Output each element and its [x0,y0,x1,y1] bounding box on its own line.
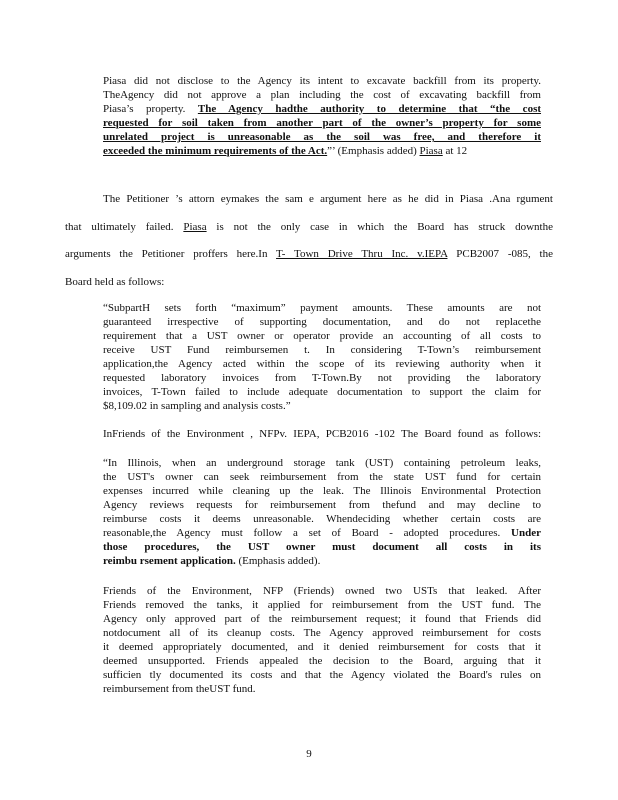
body-line: deemed unsupported. Friends appealed the decision to the Board, arguing that it [103,655,541,667]
case-citation: T- Town Drive Thru Inc. v.IEPA [276,248,448,260]
body-line: sufficien tly documented its costs and that the Agency violated the Board's rules on [103,669,541,681]
body-line: Agency only approved part of the reimbursement request; it found that Friends did [103,613,541,625]
case-citation: Piasa [419,145,443,157]
emphasis-note: (Emphasis added). [235,555,321,567]
block-quote-friends [103,456,541,568]
pin-cite: at 12 [442,145,468,157]
quote-text: Piasa’s property. [103,103,198,115]
case-citation: Piasa [183,220,207,233]
quote-line [103,102,541,116]
quote-line: guaranteed irrespective of supporting documentation, and do not replacethe [103,316,541,328]
body-line: it deemed appropriately documented, and it denied reimbursement for costs that it [103,641,541,653]
quote-line [103,540,541,554]
page-number: 9 [306,748,312,760]
quote-line [103,554,541,568]
emphasis-note: (Emphasis added) [334,145,420,157]
emphasis-text: reimbu rsement application. [103,555,236,567]
quote-line [103,130,541,144]
closing-quotes: ”’ [327,145,335,157]
quote-line: reimburse costs it deems unreasonable. Whendeciding whether certain costs are [103,513,541,525]
quote-line: “SubpartH sets forth “maximum” payment amounts. These amounts are not [103,302,541,314]
quote-line: expenses incurred while cleaning up the leak. The Illinois Environmental Protection [103,485,541,497]
body-line [65,241,553,269]
quote-line: requirement that a UST owner or operator provide an accounting of all costs to [103,330,541,342]
body-line: InFriends of the Environment , NFPv. IEPA, PCB2016 -102 The Board found as follows: [103,428,541,440]
body-line: reimbursement from theUST fund. [103,683,256,695]
quote-line: invoices, T-Town failed to include adequate documentation to support the claim for [103,386,541,398]
quote-line [103,526,541,540]
quote-line: $8,109.02 in sampling and analysis costs.” [103,400,291,412]
body-text: PCB2007 -085, the [447,248,553,260]
quote-line: the UST's owner can seek reimbursement from the state UST fund for certain [103,471,541,483]
body-text: that ultimately failed. [65,220,184,233]
body-line: Board held as follows: [65,275,165,288]
body-line: notdocument all of its cleanup costs. The Agency approved reimbursement for costs [103,627,541,639]
emphasis-text: exceeded the minimum requirements of the Act. [103,145,328,157]
quote-line: Agency reviews requests for reimbursement from thefund and may decline to [103,499,541,511]
body-paragraph-friends-intro [103,427,541,441]
emphasis-text: unrelated project is unreasonable as the soil was free, and therefore it [103,131,541,143]
quote-line: requested laboratory invoices from T-Town.By not providing the laboratory [103,372,541,384]
quote-line: application,the Agency acted within the scope of its reviewing authority when it [103,358,541,370]
emphasis-text: Under [511,527,541,539]
body-line: Friends of the Environment, NFP (Friends) owned two USTs that leaked. After [103,585,541,597]
quote-text: reasonable,the Agency must follow a set of Board - adopted procedures. [103,527,512,539]
quote-line: receive UST Fund reimbursemen t. In considering T-Town’s reimbursement [103,344,541,356]
body-line: The Petitioner ’s attorn eymakes the sam e argument here as he did in Piasa .Ana rgument [103,193,553,205]
body-paragraph-friends-summary [103,584,541,696]
body-text: is not the only case in which the Board has struck downthe [206,220,553,233]
quote-line [103,116,541,130]
body-text: arguments the Petitioner proffers here.In [65,248,277,260]
emphasis-text: those procedures, the UST owner must document all costs in its [103,541,541,553]
quote-line [103,144,541,158]
body-line [65,214,553,242]
quote-line: Piasa did not disclose to the Agency its intent to excavate backfill from its property. [103,75,541,87]
quote-line: “In Illinois, when an underground storage tank (UST) containing petroleum leaks, [103,457,541,469]
body-paragraph-argument [65,186,553,296]
body-line: Friends removed the tanks, it applied for reimbursement from the UST fund. The [103,599,541,611]
emphasis-text: The Agency hadthe authority to determine that “the cost [197,103,542,115]
quote-line: TheAgency did not approve a plan including the cost of excavating backfill from [103,89,541,101]
emphasis-text: requested for soil taken from another part of the owner’s property for some [103,117,541,129]
block-quote-ttown [103,301,541,413]
block-quote-piasa [103,74,541,158]
